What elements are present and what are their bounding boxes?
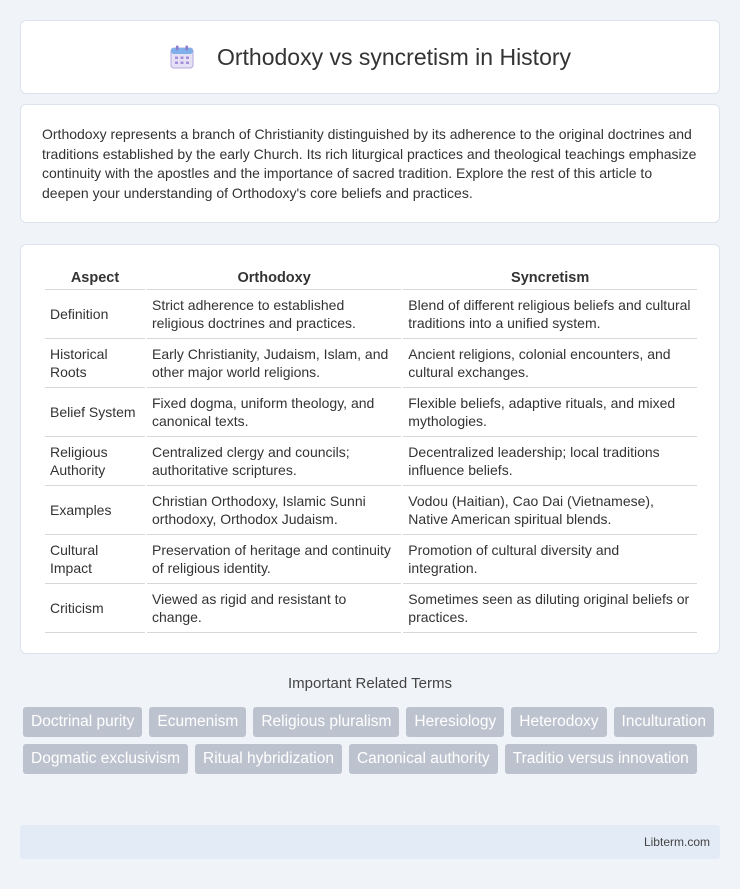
related-term-tag[interactable]: Traditio versus innovation: [505, 744, 697, 774]
aspect-cell: Religious Authority: [45, 437, 145, 486]
orthodoxy-cell: Centralized clergy and councils; authoritative scriptures.: [147, 437, 401, 486]
related-term-tag[interactable]: Ritual hybridization: [195, 744, 342, 774]
orthodoxy-cell: Viewed as rigid and resistant to change.: [147, 584, 401, 633]
table-row: [45, 535, 697, 584]
aspect-cell: Definition: [45, 290, 145, 339]
related-term-tag[interactable]: Heresiology: [406, 707, 504, 737]
intro-card: [20, 104, 720, 223]
calendar-icon: [169, 44, 195, 70]
footer-site-link[interactable]: Libterm.com: [643, 835, 710, 849]
table-row: [45, 486, 697, 535]
syncretism-cell: Flexible beliefs, adaptive rituals, and mixed mythologies.: [403, 388, 697, 437]
syncretism-cell: Decentralized leadership; local traditions influence beliefs.: [403, 437, 697, 486]
header-aspect: Aspect: [45, 265, 145, 290]
syncretism-cell: Sometimes seen as diluting original beliefs or practices.: [403, 584, 697, 633]
aspect-cell: Belief System: [45, 388, 145, 437]
comparison-table: [43, 265, 699, 633]
syncretism-cell: Ancient religions, colonial encounters, and cultural exchanges.: [403, 339, 697, 388]
related-term-tag[interactable]: Canonical authority: [349, 744, 498, 774]
footer: [20, 825, 720, 859]
table-row: [45, 339, 697, 388]
related-terms-list: [23, 707, 723, 774]
header-syncretism: Syncretism: [403, 265, 697, 290]
table-header-row: [45, 265, 697, 290]
syncretism-cell: Vodou (Haitian), Cao Dai (Vietnamese), Native American spiritual blends.: [403, 486, 697, 535]
comparison-table-card: [20, 244, 720, 654]
aspect-cell: Criticism: [45, 584, 145, 633]
related-term-tag[interactable]: Dogmatic exclusivism: [23, 744, 188, 774]
related-term-tag[interactable]: Doctrinal purity: [23, 707, 142, 737]
syncretism-cell: Promotion of cultural diversity and integration.: [403, 535, 697, 584]
table-row: [45, 290, 697, 339]
table-row: [45, 388, 697, 437]
related-term-tag[interactable]: Heterodoxy: [511, 707, 606, 737]
intro-text: Orthodoxy represents a branch of Christianity distinguished by its adherence to the original doctrines and traditions established by the early Church. Its rich liturgical practices and theological teachings emphasize continuity with the apostles and the importance of sacred tradition. Explore the rest of this article to deepen your understanding of Orthodoxy's core beliefs and practices.: [42, 126, 697, 201]
table-row: [45, 584, 697, 633]
orthodoxy-cell: Christian Orthodoxy, Islamic Sunni orthodoxy, Orthodox Judaism.: [147, 486, 401, 535]
related-term-tag[interactable]: Inculturation: [614, 707, 714, 737]
table-row: [45, 437, 697, 486]
syncretism-cell: Blend of different religious beliefs and cultural traditions into a unified system.: [403, 290, 697, 339]
page-title: Orthodoxy vs syncretism in History: [216, 43, 572, 70]
related-term-tag[interactable]: Ecumenism: [149, 707, 246, 737]
orthodoxy-cell: Fixed dogma, uniform theology, and canonical texts.: [147, 388, 401, 437]
header-card: [20, 20, 720, 94]
related-terms-title: Important Related Terms: [288, 675, 452, 692]
header-orthodoxy: Orthodoxy: [147, 265, 401, 290]
aspect-cell: Historical Roots: [45, 339, 145, 388]
orthodoxy-cell: Preservation of heritage and continuity of religious identity.: [147, 535, 401, 584]
aspect-cell: Cultural Impact: [45, 535, 145, 584]
aspect-cell: Examples: [45, 486, 145, 535]
orthodoxy-cell: Strict adherence to established religious doctrines and practices.: [147, 290, 401, 339]
related-term-tag[interactable]: Religious pluralism: [253, 707, 399, 737]
orthodoxy-cell: Early Christianity, Judaism, Islam, and other major world religions.: [147, 339, 401, 388]
